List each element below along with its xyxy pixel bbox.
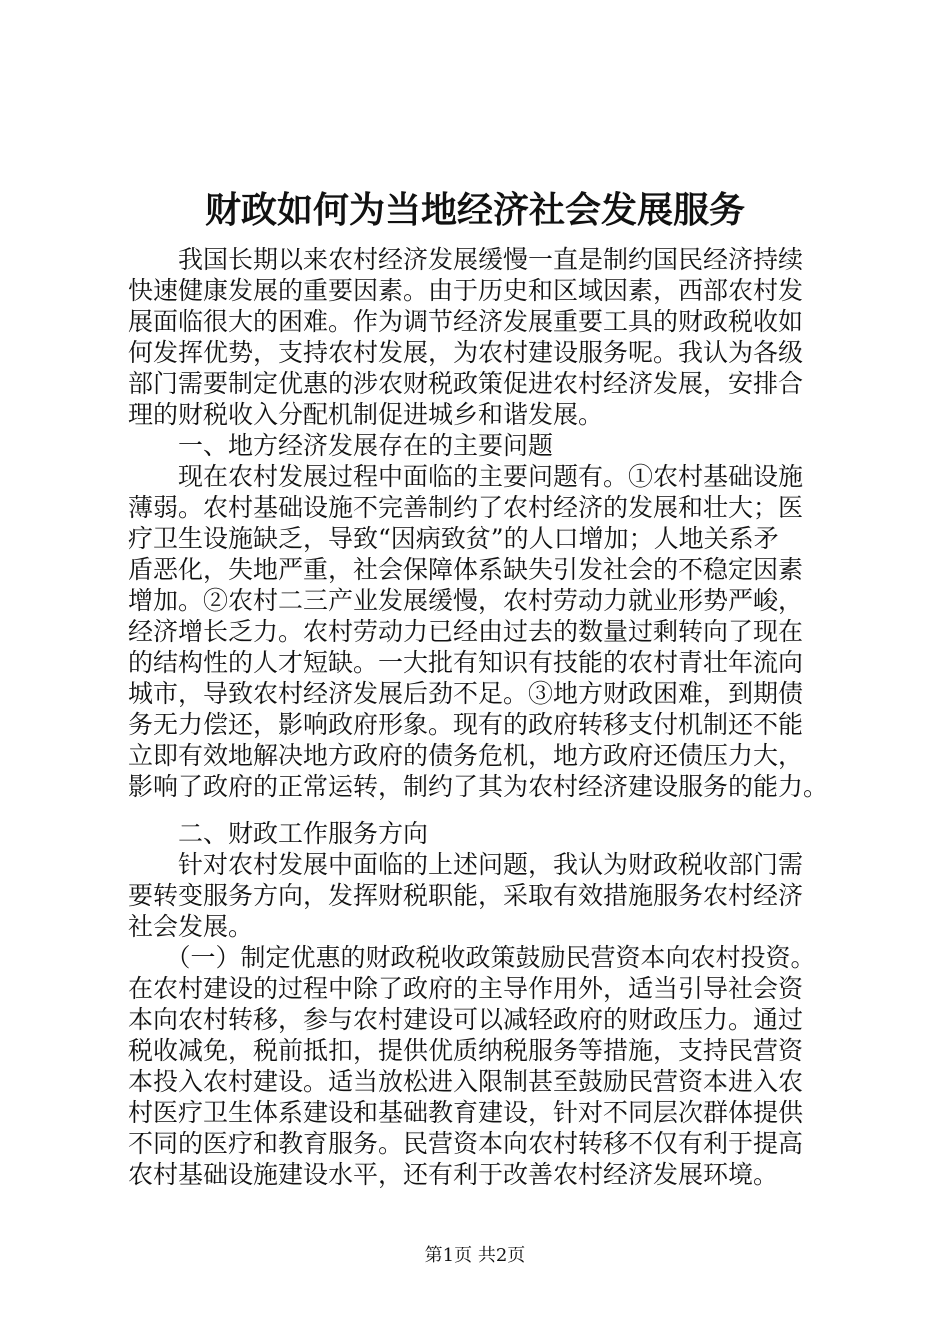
- paragraph-line: 针对农村发展中面临的上述问题，我认为财政税收部门需: [128, 850, 804, 879]
- paragraph-line: 影响了政府的正常运转，制约了其为农村经济建设服务的能力。: [128, 772, 829, 801]
- section-a: [128, 244, 848, 802]
- paragraph-line: 增加。②农村二三产业发展缓慢，农村劳动力就业形势严峻，: [128, 586, 804, 615]
- paragraph-line: 立即有效地解决地方政府的债务危机，地方政府还债压力大，: [128, 741, 804, 770]
- section-heading-1: 一、地方经济发展存在的主要问题: [128, 431, 554, 460]
- paragraph-line: 城市，导致农村经济发展后劲不足。③地方财政困难，到期债: [128, 679, 804, 708]
- page-number-footer: 第1页 共2页: [424, 1245, 526, 1266]
- paragraph-line: 不同的医疗和教育服务。民营资本向农村转移不仅有利于提高: [128, 1129, 804, 1158]
- paragraph-line: 本向农村转移，参与农村建设可以减轻政府的财政压力。通过: [128, 1005, 804, 1034]
- paragraph-line: 在农村建设的过程中除了政府的主导作用外，适当引导社会资: [128, 974, 804, 1003]
- paragraph-line: 薄弱。农村基础设施不完善制约了农村经济的发展和壮大；医: [128, 493, 804, 522]
- section-heading-2: 二、财政工作服务方向: [128, 819, 429, 848]
- paragraph-line: 本投入农村建设。适当放松进入限制甚至鼓励民营资本进入农: [128, 1067, 804, 1096]
- paragraph-line: 税收减免，税前抵扣，提供优质纳税服务等措施，支持民营资: [128, 1036, 804, 1065]
- paragraph-line: 要转变服务方向，发挥财税职能，采取有效措施服务农村经济: [128, 881, 804, 910]
- paragraph-line: 现在农村发展过程中面临的主要问题有。①农村基础设施: [128, 462, 804, 491]
- paragraph-line: （一）制定优惠的财政税收政策鼓励民营资本向农村投资。: [128, 943, 816, 972]
- paragraph-line: 村医疗卫生体系建设和基础教育建设，针对不同层次群体提供: [128, 1098, 804, 1127]
- paragraph-line: 疗卫生设施缺乏，导致“因病致贫”的人口增加；人地关系矛: [128, 524, 779, 553]
- paragraph-line: 经济增长乏力。农村劳动力已经由过去的数量过剩转向了现在: [128, 617, 804, 646]
- document-title: 财政如何为当地经济社会发展服务: [204, 189, 745, 231]
- paragraph-line: 社会发展。: [128, 912, 254, 941]
- section-b: [128, 818, 848, 1190]
- paragraph-line: 快速健康发展的重要因素。由于历史和区域因素，西部农村发: [128, 276, 804, 305]
- paragraph-line: 展面临很大的困难。作为调节经济发展重要工具的财政税收如: [128, 307, 804, 336]
- paragraph-line: 盾恶化，失地严重，社会保障体系缺失引发社会的不稳定因素: [128, 555, 804, 584]
- paragraph-line: 农村基础设施建设水平，还有利于改善农村经济发展环境。: [128, 1160, 779, 1189]
- paragraph-line: 的结构性的人才短缺。一大批有知识有技能的农村青壮年流向: [128, 648, 804, 677]
- paragraph-line: 部门需要制定优惠的涉农财税政策促进农村经济发展，安排合: [128, 369, 804, 398]
- paragraph-line: 何发挥优势，支持农村发展，为农村建设服务呢。我认为各级: [128, 338, 804, 367]
- paragraph-line: 我国长期以来农村经济发展缓慢一直是制约国民经济持续: [128, 245, 804, 274]
- paragraph-line: 务无力偿还，影响政府形象。现有的政府转移支付机制还不能: [128, 710, 804, 739]
- paragraph-line: 理的财税收入分配机制促进城乡和谐发展。: [128, 400, 604, 429]
